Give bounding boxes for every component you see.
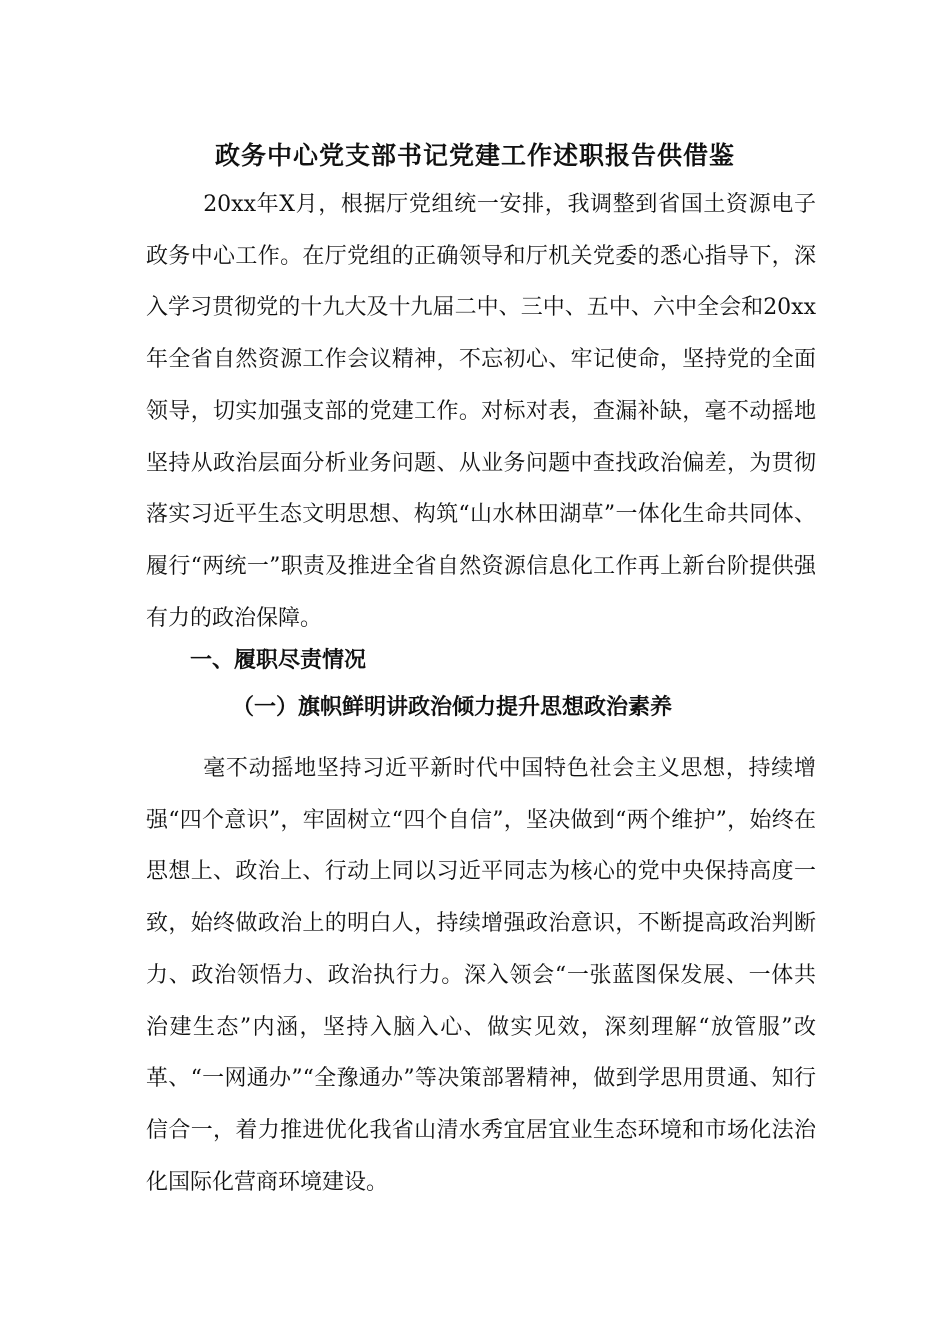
intro-paragraph: 20xx年X月，根据厅党组统一安排，我调整到省国土资源电子政务中心工作。在厅党组的正确领导和厅机关党委的悉心指导下，深入学习贯彻党的十九大及十九届二中、三中、五中、六中全会和20xx年全省自然资源工作会议精神，不忘初心、牢记使命，坚持党的全面领导，切实加强支部的党建工作。对标对表，查漏补缺，毫不动摇地坚持从政治层面分析业务问题、从业务问题中查找政治偏差，为贯彻落实习近平生态文明思想、构筑“山水林田湖草”一体化生命共同体、履行“两统一”职责及推进全省自然资源信息化工作再上新台阶提供强有力的政治保障。 xyxy=(146,192,816,631)
document-title: 政务中心党支部书记党建工作述职报告供借鉴 xyxy=(214,141,735,170)
subsection-paragraph: 毫不动摇地坚持习近平新时代中国特色社会主义思想，持续增强“四个意识”，牢固树立“四个自信”，坚决做到“两个维护”，始终在思想上、政治上、行动上同以习近平同志为核心的党中央保持高度一致，始终做政治上的明白人，持续增强政治意识，不断提高政治判断力、政治领悟力、政治执行力。深入领会“一张蓝图保发展、一体共治建生态”内涵，坚持入脑入心、做实见效，深刻理解“放管服”改革、“一网通办”“全豫通办”等决策部署精神，做到学思用贯通、知行信合一，着力推进优化我省山清水秀宜居宜业生态环境和市场化法治化国际化营商环境建设。 xyxy=(146,756,816,1195)
subsection-heading: （一）旗帜鲜明讲政治倾力提升思想政治素养 xyxy=(232,694,673,720)
section-heading: 一、履职尽责情况 xyxy=(190,647,367,673)
